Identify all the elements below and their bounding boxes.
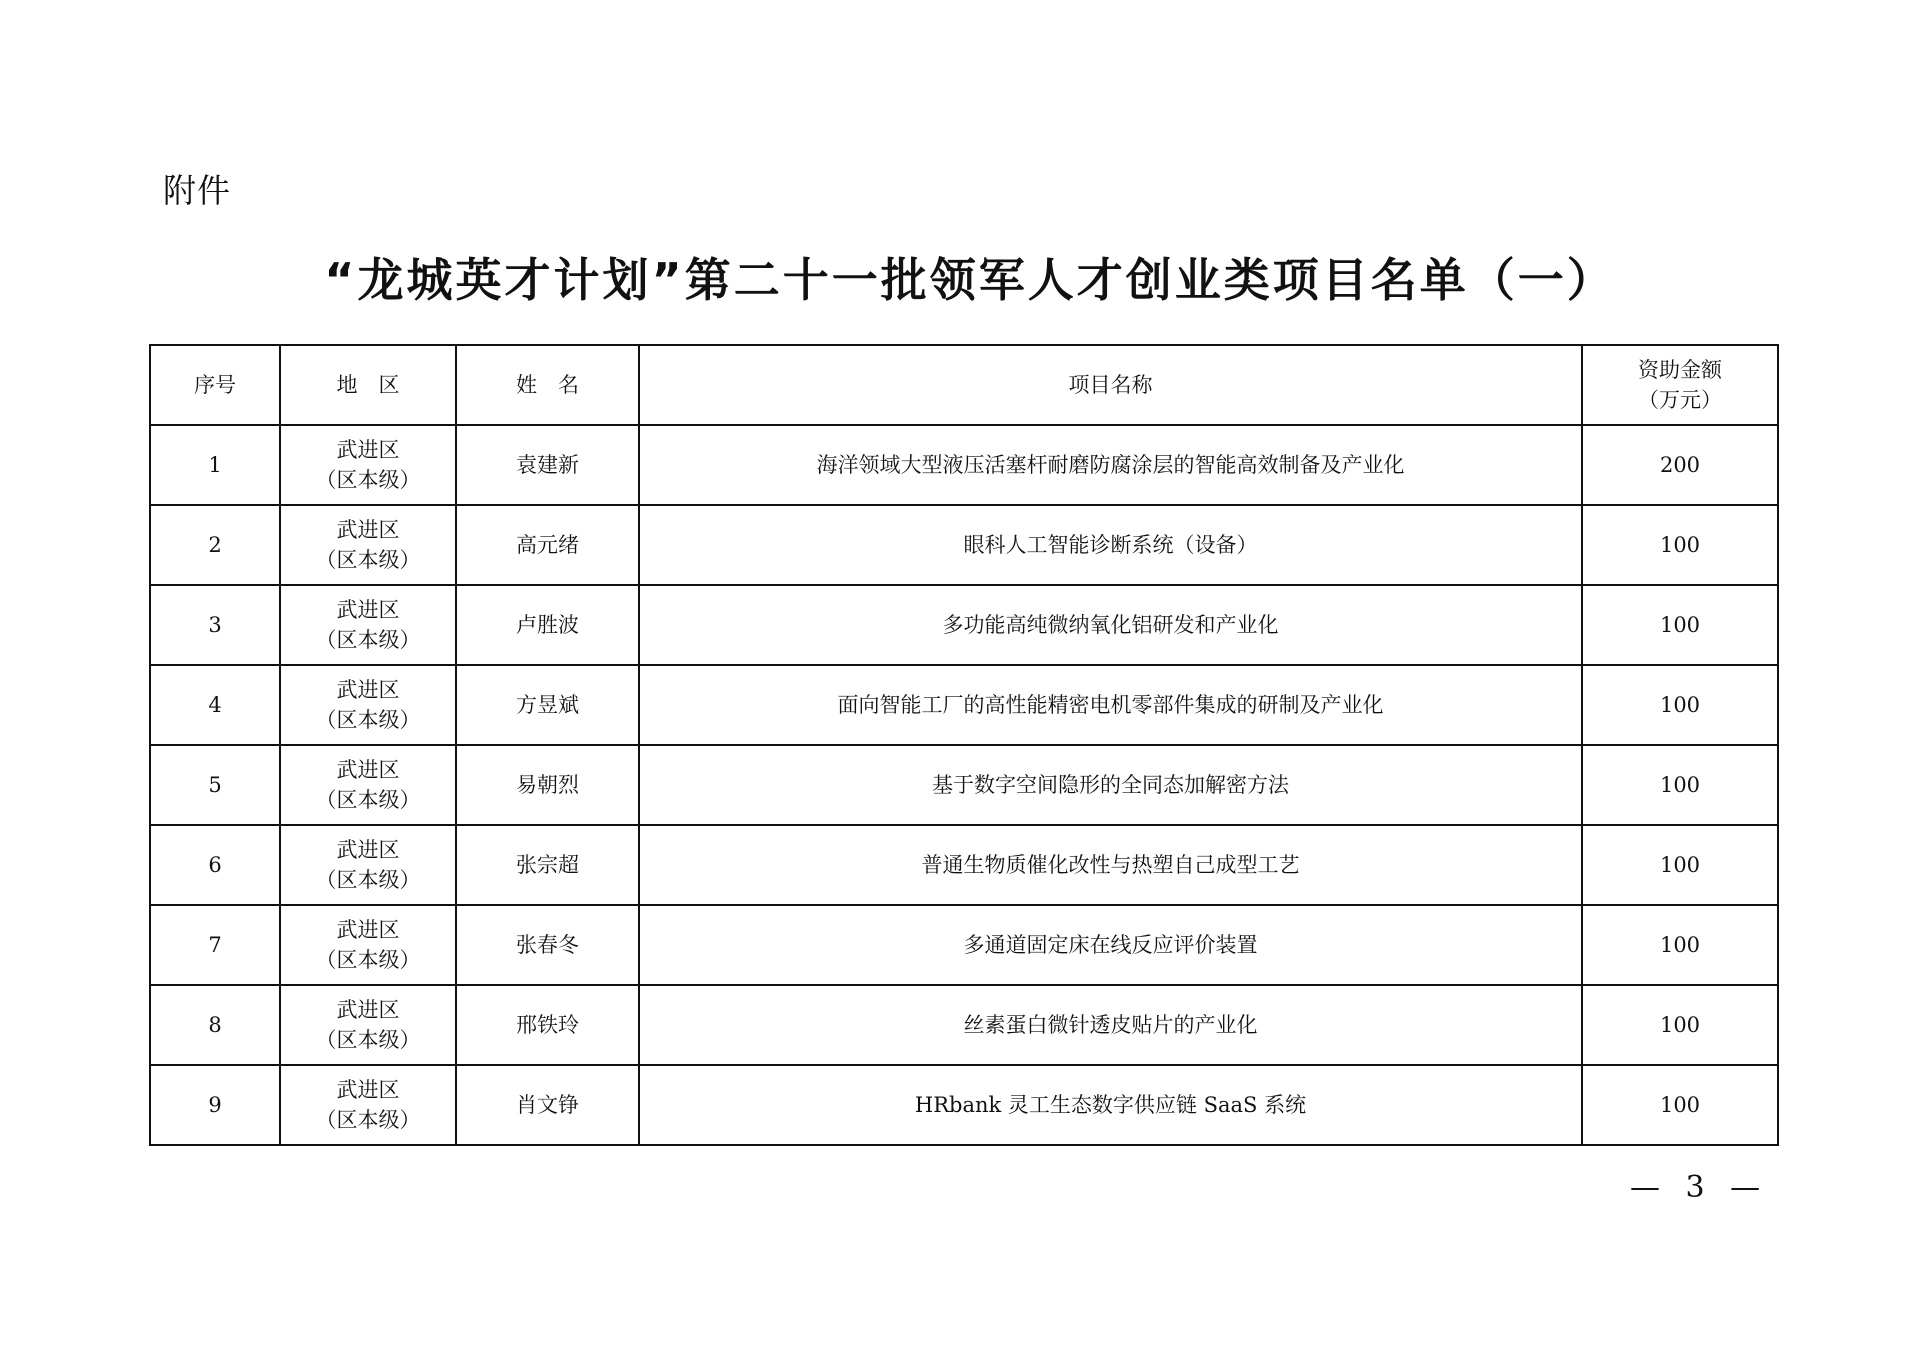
cell-region: [280, 825, 456, 905]
region-line1: 武进区: [336, 998, 400, 1022]
table-row: [150, 665, 1778, 745]
cell-seq: 5: [150, 745, 280, 825]
cell-project: 多通道固定床在线反应评价装置: [639, 905, 1582, 985]
table-row: [150, 1065, 1778, 1145]
region-line2: （区本级）: [315, 788, 421, 812]
header-amount: [1582, 345, 1778, 425]
attachment-label: 附件: [163, 171, 231, 210]
table-row: [150, 985, 1778, 1065]
cell-project: 多功能高纯微纳氧化铝研发和产业化: [639, 585, 1582, 665]
region-line1: 武进区: [336, 838, 400, 862]
region-line2: （区本级）: [315, 628, 421, 652]
cell-seq: 8: [150, 985, 280, 1065]
cell-amount: 100: [1582, 665, 1778, 745]
header-project: 项目名称: [639, 345, 1582, 425]
cell-amount: 100: [1582, 905, 1778, 985]
region-line1: 武进区: [336, 678, 400, 702]
header-name: 姓 名: [456, 345, 639, 425]
cell-name: 方昱斌: [456, 665, 639, 745]
cell-project: 面向智能工厂的高性能精密电机零部件集成的研制及产业化: [639, 665, 1582, 745]
cell-amount: 200: [1582, 425, 1778, 505]
cell-seq: 6: [150, 825, 280, 905]
cell-project: 基于数字空间隐形的全同态加解密方法: [639, 745, 1582, 825]
header-row: [150, 345, 1778, 425]
cell-name: 卢胜波: [456, 585, 639, 665]
cell-project: 丝素蛋白微针透皮贴片的产业化: [639, 985, 1582, 1065]
table-row: [150, 745, 1778, 825]
table-row: [150, 905, 1778, 985]
cell-project: 眼科人工智能诊断系统（设备）: [639, 505, 1582, 585]
cell-seq: 7: [150, 905, 280, 985]
region-line1: 武进区: [336, 438, 400, 462]
cell-name: 张宗超: [456, 825, 639, 905]
region-line1: 武进区: [336, 598, 400, 622]
cell-name: 邢铁玲: [456, 985, 639, 1065]
region-line1: 武进区: [336, 918, 400, 942]
cell-amount: 100: [1582, 985, 1778, 1065]
cell-region: [280, 505, 456, 585]
project-list-table: [149, 344, 1779, 1146]
cell-region: [280, 425, 456, 505]
region-line1: 武进区: [336, 1078, 400, 1102]
cell-seq: 1: [150, 425, 280, 505]
cell-amount: 100: [1582, 505, 1778, 585]
region-line2: （区本级）: [315, 1108, 421, 1132]
cell-region: [280, 905, 456, 985]
header-region: 地 区: [280, 345, 456, 425]
cell-seq: 3: [150, 585, 280, 665]
cell-amount: 100: [1582, 745, 1778, 825]
region-line2: （区本级）: [315, 948, 421, 972]
cell-seq: 4: [150, 665, 280, 745]
cell-project: 海洋领域大型液压活塞杆耐磨防腐涂层的智能高效制备及产业化: [639, 425, 1582, 505]
region-line2: （区本级）: [315, 1028, 421, 1052]
cell-name: 肖文铮: [456, 1065, 639, 1145]
table-body: [150, 425, 1778, 1145]
region-line1: 武进区: [336, 758, 400, 782]
region-line2: （区本级）: [315, 468, 421, 492]
cell-name: 张春冬: [456, 905, 639, 985]
cell-amount: 100: [1582, 585, 1778, 665]
cell-region: [280, 585, 456, 665]
cell-region: [280, 1065, 456, 1145]
cell-region: [280, 985, 456, 1065]
cell-region: [280, 665, 456, 745]
region-line1: 武进区: [336, 518, 400, 542]
cell-project: HRbank 灵工生态数字供应链 SaaS 系统: [639, 1065, 1582, 1145]
cell-name: 易朝烈: [456, 745, 639, 825]
table-header: [150, 345, 1778, 425]
header-amount-line1: 资助金额: [1638, 358, 1722, 382]
cell-seq: 9: [150, 1065, 280, 1145]
table-row: [150, 825, 1778, 905]
document-title: “龙城英才计划”第二十一批领军人才创业类项目名单（一）: [324, 253, 1616, 307]
cell-name: 高元绪: [456, 505, 639, 585]
cell-name: 袁建新: [456, 425, 639, 505]
cell-amount: 100: [1582, 1065, 1778, 1145]
table-row: [150, 585, 1778, 665]
region-line2: （区本级）: [315, 868, 421, 892]
cell-project: 普通生物质催化改性与热塑自己成型工艺: [639, 825, 1582, 905]
header-amount-line2: （万元）: [1638, 388, 1722, 412]
page-number: — 3 —: [1630, 1170, 1769, 1205]
table-row: [150, 425, 1778, 505]
cell-amount: 100: [1582, 825, 1778, 905]
table-row: [150, 505, 1778, 585]
header-seq: 序号: [150, 345, 280, 425]
cell-region: [280, 745, 456, 825]
cell-seq: 2: [150, 505, 280, 585]
region-line2: （区本级）: [315, 548, 421, 572]
region-line2: （区本级）: [315, 708, 421, 732]
